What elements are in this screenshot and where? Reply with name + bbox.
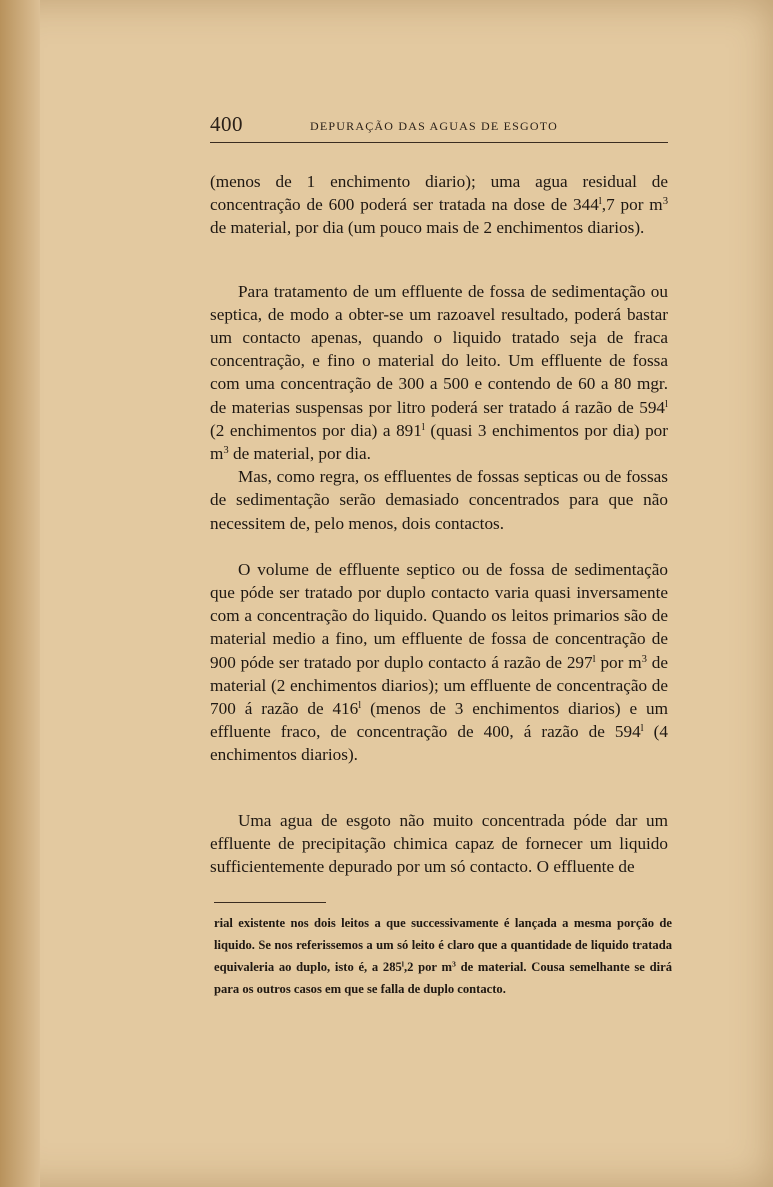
superscript: l [640, 723, 644, 735]
text-run: de material, por dia. [228, 444, 371, 464]
text-run: de material, por dia (um pouco mais de 2 enchimentos diarios). [210, 218, 645, 238]
superscript: 3 [662, 196, 669, 208]
superscript: l [421, 421, 425, 433]
footnote [214, 912, 672, 1000]
text-run: O volume de effluente septico ou de fossa de sedimentação que póde ser tratado por duplo contacto varia quasi inversamente com a concentração do liquido. Quando os leitos primarios são de material medio a fino, um effluente de fossa de concentração de 900 póde ser tratado por duplo contacto á razão de 297 [210, 559, 668, 672]
header-rule [210, 142, 668, 143]
superscript: l [358, 700, 362, 712]
text-run: (menos de 1 enchimento diario); uma agua residual de concentração de 600 poderá ser tratada na dose de 344 [210, 172, 668, 215]
paragraph-3: Mas, como regra, os effluentes de fossas septicas ou de fossas de sedimentação serão demasiado concentrados para que não necessitem de, pelo menos, dois contactos. [210, 467, 668, 533]
text-run: ,7 por m [601, 195, 663, 215]
text-run: Para tratamento de um effluente de fossa de sedimentação ou septica, de modo a obter-se um razoavel resultado, poderá bastar um contacto apenas, quando o liquido tratado seja de fraca concentração, e fino o material do leito. Um effluente de fossa com uma concentração de 300 a 500 e contendo de 60 a 80 mgr. de materias suspensas por litro poderá ser tratado á razão de 594 [210, 281, 668, 417]
text-run: ,2 por m [403, 960, 452, 974]
text-run: de material (2 enchimentos diarios); um effluente de concentração de 700 á razão de 416 [210, 652, 668, 719]
superscript: l [592, 653, 596, 665]
paragraph-2 [210, 280, 668, 466]
superscript: l [401, 959, 404, 969]
text-run: de material. Cousa semelhante se dirá para os outros casos em que se falla de duplo contacto. [214, 960, 672, 996]
page-number: 400 [210, 112, 243, 136]
running-title: DEPURAÇÃO DAS AGUAS DE ESGOTO [310, 119, 558, 133]
superscript: 3 [641, 653, 647, 665]
text-run: (2 enchimentos por dia) a 891 [210, 420, 422, 440]
paragraph-5: Uma agua de esgoto não muito concentrada póde dar um effluente de precipitação chimica capaz de fornecer um liquido sufficientemente depurado por um só contacto. O effluente de [210, 810, 668, 877]
text-run: rial existente nos dois leitos a que successivamente é lançada a mesma porção de liquido. Se nos referissemos a um só leito é claro que a quantidade de liquido tratada equivaleria ao duplo, isto é, a 285 [214, 916, 672, 974]
superscript: 3 [223, 445, 229, 457]
superscript: l [598, 196, 602, 208]
page-header [210, 112, 668, 142]
paragraph-4 [210, 558, 668, 767]
text-run: (quasi 3 enchimentos por dia) por m [210, 420, 668, 464]
superscript: 3 [452, 959, 456, 969]
superscript: l [665, 398, 668, 410]
text-run: (4 enchimentos diarios). [210, 722, 668, 765]
page-gutter [0, 0, 40, 1187]
paragraph-1 [210, 170, 668, 240]
body-text [210, 170, 668, 878]
text-run: por m [595, 652, 642, 672]
text-run: (menos de 3 enchimentos diarios) e um effluente fraco, de concentração de 400, á razão de 594 [210, 699, 668, 742]
footnote-rule [214, 902, 326, 903]
